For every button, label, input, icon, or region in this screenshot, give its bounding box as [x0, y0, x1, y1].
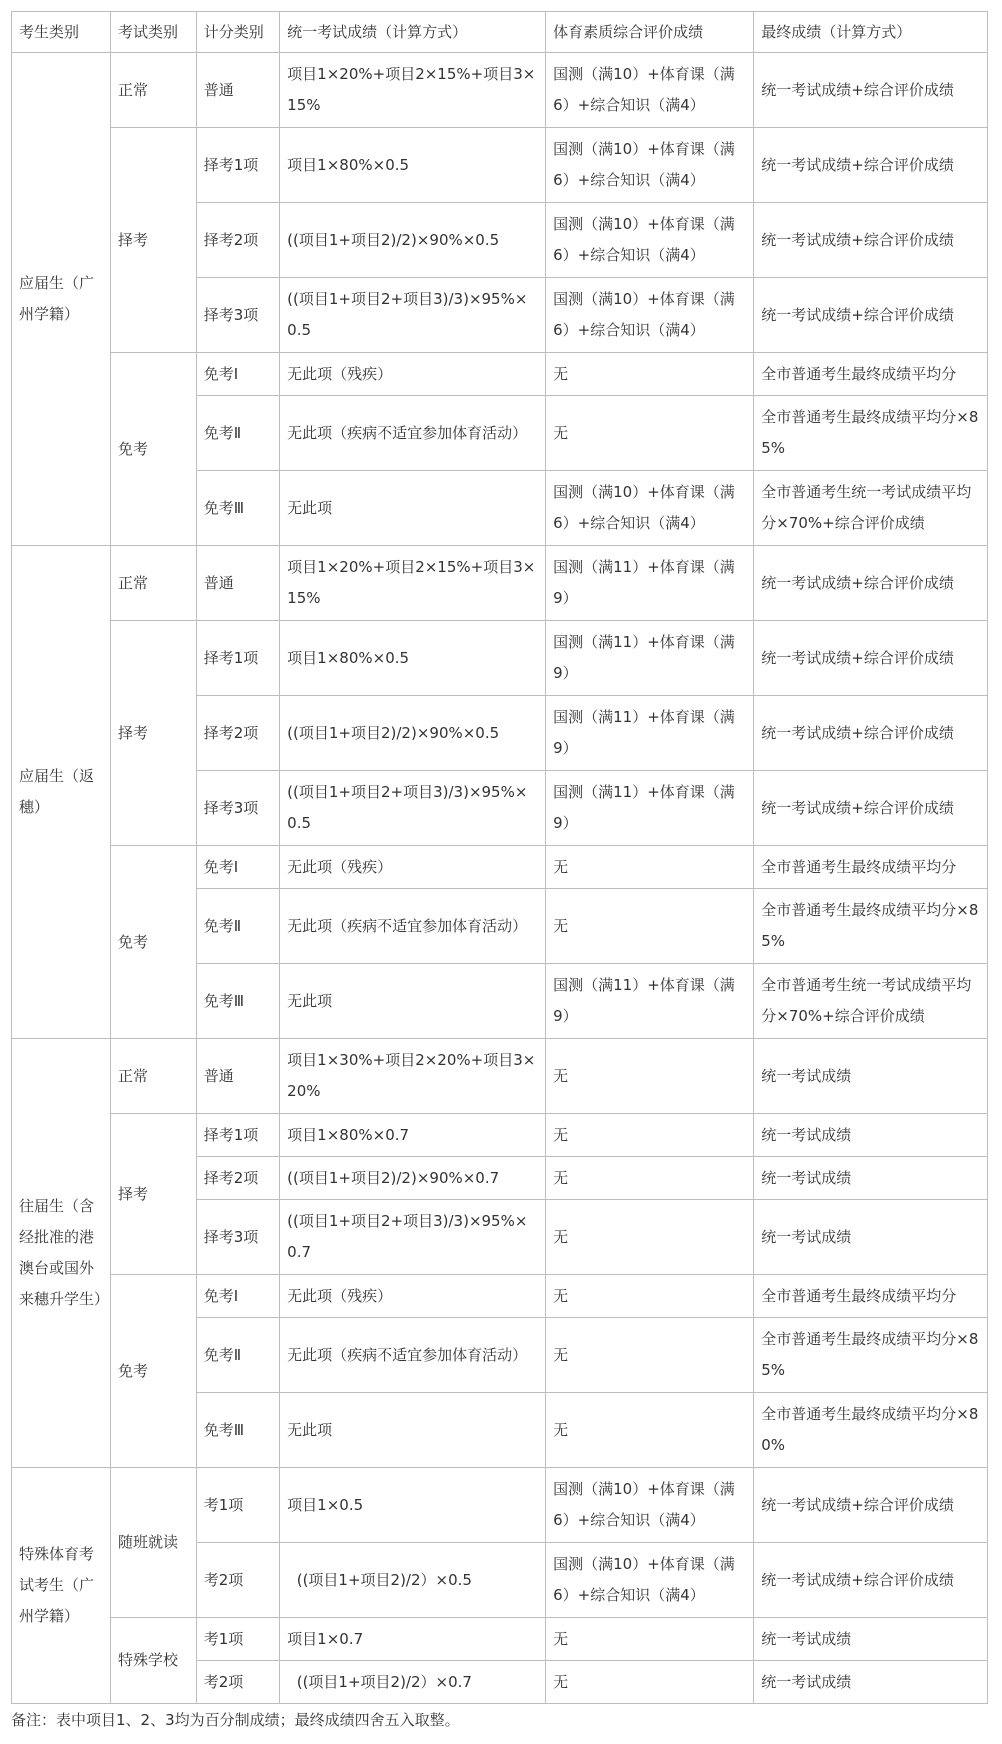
unified-score-cell: 无此项	[280, 964, 546, 1039]
pe-score-cell: 国测（满10）+体育课（满6）+综合知识（满4）	[546, 1468, 754, 1543]
table-row	[12, 1039, 988, 1114]
unified-score-cell: 项目1×20%+项目2×15%+项目3×15%	[280, 546, 546, 621]
pe-score-cell: 国测（满11）+体育课（满9）	[546, 546, 754, 621]
final-score-cell: 统一考试成绩	[754, 1114, 988, 1157]
pe-score-cell: 国测（满11）+体育课（满9）	[546, 696, 754, 771]
scoring-category-cell: 择考2项	[196, 203, 279, 278]
final-score-cell: 全市普通考生最终成绩平均分×85%	[754, 1318, 988, 1393]
pe-score-cell: 无	[546, 1393, 754, 1468]
scoring-category-cell: 免考Ⅰ	[196, 353, 279, 396]
unified-score-cell: ((项目1+项目2)/2)×90%×0.5	[280, 696, 546, 771]
pe-score-cell: 无	[546, 1275, 754, 1318]
unified-score-cell: ((项目1+项目2)/2)×90%×0.5	[280, 203, 546, 278]
scoring-category-cell: 免考Ⅲ	[196, 1393, 279, 1468]
final-score-cell: 全市普通考生最终成绩平均分×80%	[754, 1393, 988, 1468]
footnote: 备注：表中项目1、2、3均为百分制成绩；最终成绩四舍五入取整。	[11, 1711, 460, 1729]
scoring-category-cell: 免考Ⅱ	[196, 889, 279, 964]
scoring-category-cell: 择考3项	[196, 1200, 279, 1275]
unified-score-cell: 无此项（疾病不适宜参加体育活动）	[280, 396, 546, 471]
pe-score-cell: 无	[546, 396, 754, 471]
table-row	[12, 546, 988, 621]
table-container	[11, 11, 988, 1704]
unified-score-cell: 无此项	[280, 1393, 546, 1468]
scoring-category-cell: 免考Ⅱ	[196, 1318, 279, 1393]
exam-category-cell: 特殊学校	[111, 1618, 197, 1704]
final-score-cell: 全市普通考生最终成绩平均分	[754, 846, 988, 889]
final-score-cell: 统一考试成绩	[754, 1039, 988, 1114]
exam-category-cell: 正常	[111, 53, 197, 128]
table-row	[12, 1114, 988, 1157]
final-score-cell: 统一考试成绩+综合评价成绩	[754, 53, 988, 128]
pe-score-cell: 国测（满10）+体育课（满6）+综合知识（满4）	[546, 53, 754, 128]
final-score-cell: 统一考试成绩+综合评价成绩	[754, 1468, 988, 1543]
pe-score-cell: 国测（满10）+体育课（满6）+综合知识（满4）	[546, 278, 754, 353]
scoring-category-cell: 择考3项	[196, 771, 279, 846]
final-score-cell: 统一考试成绩+综合评价成绩	[754, 128, 988, 203]
exam-category-cell: 随班就读	[111, 1468, 197, 1618]
unified-score-cell: 项目1×0.5	[280, 1468, 546, 1543]
pe-score-cell: 国测（满11）+体育课（满9）	[546, 771, 754, 846]
final-score-cell: 全市普通考生统一考试成绩平均分×70%+综合评价成绩	[754, 471, 988, 546]
pe-score-cell: 国测（满10）+体育课（满6）+综合知识（满4）	[546, 471, 754, 546]
unified-score-cell: 项目1×0.7	[280, 1618, 546, 1661]
pe-score-cell: 无	[546, 1039, 754, 1114]
table-body	[12, 53, 988, 1704]
unified-score-cell: 无此项（疾病不适宜参加体育活动）	[280, 1318, 546, 1393]
header-student-category: 考生类别	[12, 12, 111, 53]
table-row	[12, 53, 988, 128]
scoring-category-cell: 免考Ⅱ	[196, 396, 279, 471]
unified-score-cell: 项目1×80%×0.7	[280, 1114, 546, 1157]
scoring-category-cell: 择考1项	[196, 128, 279, 203]
scoring-category-cell: 免考Ⅲ	[196, 964, 279, 1039]
final-score-cell: 统一考试成绩	[754, 1200, 988, 1275]
scoring-category-cell: 普通	[196, 53, 279, 128]
scoring-category-cell: 择考3项	[196, 278, 279, 353]
scoring-category-cell: 普通	[196, 1039, 279, 1114]
final-score-cell: 全市普通考生最终成绩平均分	[754, 1275, 988, 1318]
scoring-category-cell: 择考1项	[196, 621, 279, 696]
unified-score-cell: 无此项（残疾）	[280, 353, 546, 396]
final-score-cell: 统一考试成绩+综合评价成绩	[754, 621, 988, 696]
scoring-category-cell: 免考Ⅰ	[196, 1275, 279, 1318]
pe-score-cell: 无	[546, 353, 754, 396]
table-row	[12, 1275, 988, 1318]
table-row	[12, 128, 988, 203]
pe-score-cell: 无	[546, 1318, 754, 1393]
header-row	[12, 12, 988, 53]
student-category-cell: 特殊体育考试考生（广州学籍）	[12, 1468, 111, 1704]
final-score-cell: 全市普通考生最终成绩平均分×85%	[754, 396, 988, 471]
score-table	[11, 11, 988, 1704]
exam-category-cell: 正常	[111, 546, 197, 621]
pe-score-cell: 国测（满10）+体育课（满6）+综合知识（满4）	[546, 1543, 754, 1618]
scoring-category-cell: 择考1项	[196, 1114, 279, 1157]
pe-score-cell: 国测（满11）+体育课（满9）	[546, 964, 754, 1039]
student-category-cell: 应届生（广州学籍）	[12, 53, 111, 546]
student-category-cell: 应届生（返穗）	[12, 546, 111, 1039]
scoring-category-cell: 普通	[196, 546, 279, 621]
exam-category-cell: 择考	[111, 621, 197, 846]
header-unified-exam-score: 统一考试成绩（计算方式）	[280, 12, 546, 53]
exam-category-cell: 择考	[111, 1114, 197, 1275]
pe-score-cell: 无	[546, 1200, 754, 1275]
scoring-category-cell: 免考Ⅲ	[196, 471, 279, 546]
unified-score-cell: 项目1×80%×0.5	[280, 621, 546, 696]
exam-category-cell: 免考	[111, 1275, 197, 1468]
pe-score-cell: 无	[546, 1114, 754, 1157]
exam-category-cell: 免考	[111, 846, 197, 1039]
scoring-category-cell: 考1项	[196, 1468, 279, 1543]
unified-score-cell: ((项目1+项目2)/2)×90%×0.7	[280, 1157, 546, 1200]
exam-category-cell: 择考	[111, 128, 197, 353]
final-score-cell: 统一考试成绩+综合评价成绩	[754, 546, 988, 621]
pe-score-cell: 国测（满10）+体育课（满6）+综合知识（满4）	[546, 203, 754, 278]
header-scoring-category: 计分类别	[196, 12, 279, 53]
unified-score-cell: ((项目1+项目2)/2）×0.5	[280, 1543, 546, 1618]
scoring-category-cell: 考2项	[196, 1661, 279, 1704]
exam-category-cell: 正常	[111, 1039, 197, 1114]
unified-score-cell: 无此项（残疾）	[280, 1275, 546, 1318]
final-score-cell: 统一考试成绩+综合评价成绩	[754, 278, 988, 353]
unified-score-cell: ((项目1+项目2+项目3)/3)×95%×0.5	[280, 771, 546, 846]
scoring-category-cell: 择考2项	[196, 696, 279, 771]
unified-score-cell: ((项目1+项目2)/2）×0.7	[280, 1661, 546, 1704]
header-exam-category: 考试类别	[111, 12, 197, 53]
final-score-cell: 统一考试成绩+综合评价成绩	[754, 1543, 988, 1618]
final-score-cell: 全市普通考生统一考试成绩平均分×70%+综合评价成绩	[754, 964, 988, 1039]
pe-score-cell: 国测（满11）+体育课（满9）	[546, 621, 754, 696]
pe-score-cell: 国测（满10）+体育课（满6）+综合知识（满4）	[546, 128, 754, 203]
final-score-cell: 统一考试成绩+综合评价成绩	[754, 771, 988, 846]
final-score-cell: 统一考试成绩	[754, 1157, 988, 1200]
pe-score-cell: 无	[546, 1618, 754, 1661]
unified-score-cell: 项目1×30%+项目2×20%+项目3×20%	[280, 1039, 546, 1114]
unified-score-cell: 无此项	[280, 471, 546, 546]
header-final-score: 最终成绩（计算方式）	[754, 12, 988, 53]
exam-category-cell: 免考	[111, 353, 197, 546]
final-score-cell: 统一考试成绩+综合评价成绩	[754, 696, 988, 771]
final-score-cell: 统一考试成绩+综合评价成绩	[754, 203, 988, 278]
table-row	[12, 846, 988, 889]
student-category-cell: 往届生（含经批准的港澳台或国外来穗升学生）	[12, 1039, 111, 1468]
table-row	[12, 1618, 988, 1661]
table-row	[12, 1468, 988, 1543]
header-pe-evaluation-score: 体育素质综合评价成绩	[546, 12, 754, 53]
unified-score-cell: 无此项（疾病不适宜参加体育活动）	[280, 889, 546, 964]
unified-score-cell: ((项目1+项目2+项目3)/3)×95%×0.5	[280, 278, 546, 353]
pe-score-cell: 无	[546, 846, 754, 889]
unified-score-cell: 无此项（残疾）	[280, 846, 546, 889]
scoring-category-cell: 免考Ⅰ	[196, 846, 279, 889]
unified-score-cell: ((项目1+项目2+项目3)/3)×95%×0.7	[280, 1200, 546, 1275]
final-score-cell: 全市普通考生最终成绩平均分×85%	[754, 889, 988, 964]
table-row	[12, 353, 988, 396]
pe-score-cell: 无	[546, 1661, 754, 1704]
final-score-cell: 全市普通考生最终成绩平均分	[754, 353, 988, 396]
scoring-category-cell: 考1项	[196, 1618, 279, 1661]
pe-score-cell: 无	[546, 889, 754, 964]
table-row	[12, 621, 988, 696]
scoring-category-cell: 考2项	[196, 1543, 279, 1618]
final-score-cell: 统一考试成绩	[754, 1618, 988, 1661]
unified-score-cell: 项目1×20%+项目2×15%+项目3×15%	[280, 53, 546, 128]
scoring-category-cell: 择考2项	[196, 1157, 279, 1200]
final-score-cell: 统一考试成绩	[754, 1661, 988, 1704]
pe-score-cell: 无	[546, 1157, 754, 1200]
unified-score-cell: 项目1×80%×0.5	[280, 128, 546, 203]
